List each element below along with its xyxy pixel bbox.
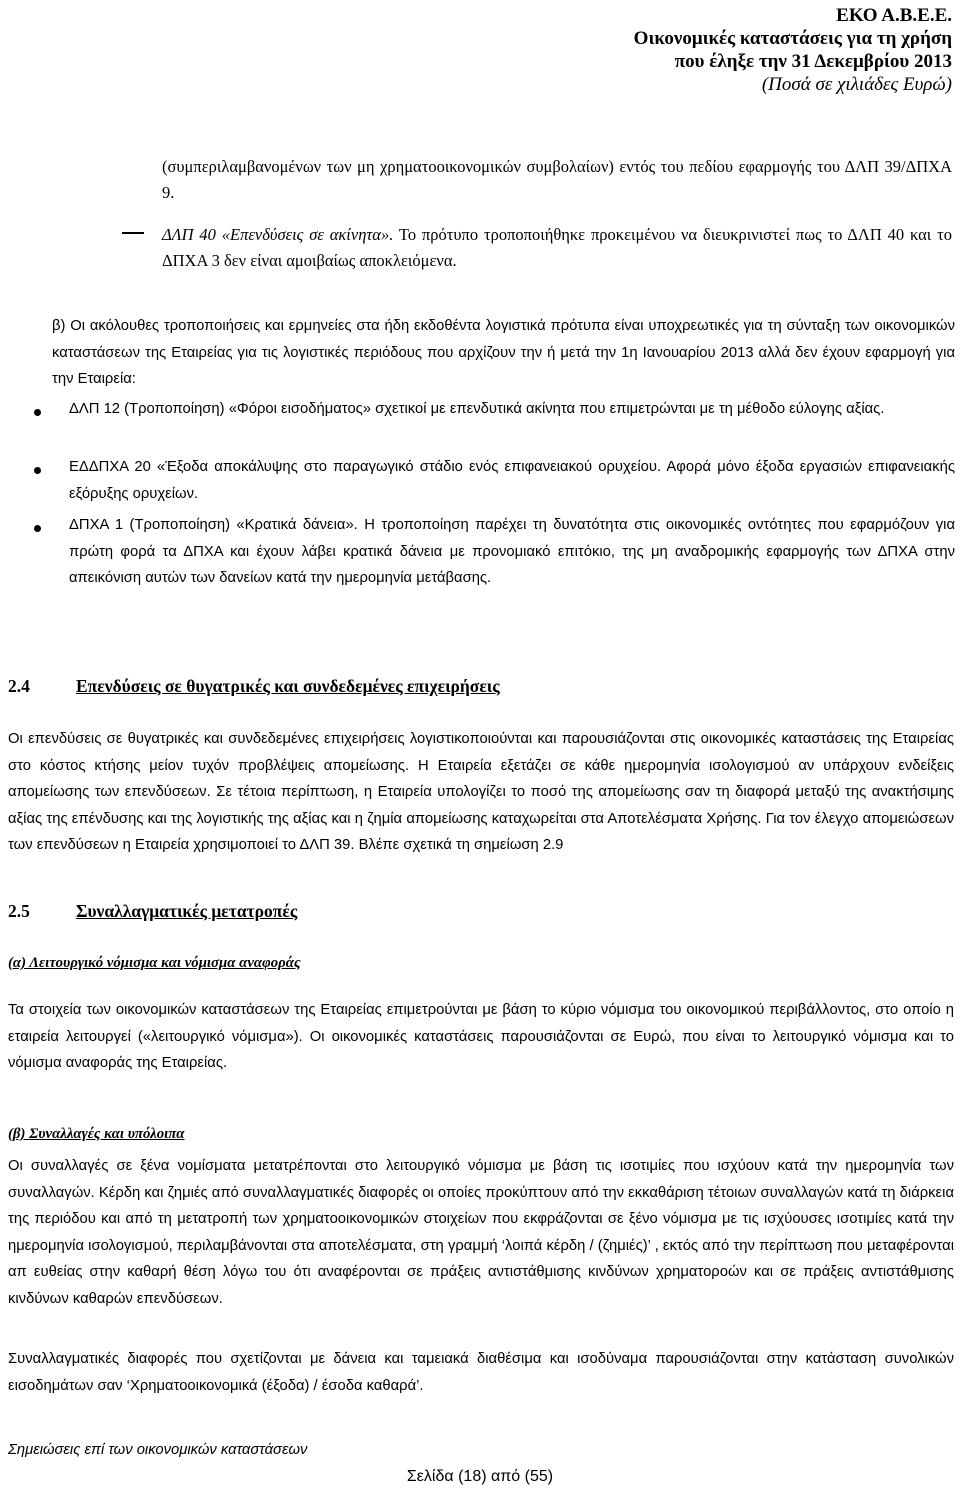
section-title: Επενδύσεις σε θυγατρικές και συνδεδεμένες επιχειρήσεις — [76, 676, 500, 696]
section-title: Συναλλαγματικές μετατροπές — [76, 901, 298, 921]
statements-title: Οικονομικές καταστάσεις για τη χρήση — [633, 28, 952, 49]
bullet-dot — [34, 525, 41, 532]
subsection-title-b: (β) Συναλλαγές και υπόλοιπα — [8, 1126, 185, 1142]
section-2-5c-paragraph: Συναλλαγματικές διαφορές που σχετίζονται με δάνεια και ταμειακά διαθέσιμα και ισοδύναμα παρουσιάζονται στην κατάσταση συνολικών εισοδημάτων σαν ‘Χρηματοοικονομικά (έξοδα) / έσοδα καθαρά’. — [8, 1351, 954, 1394]
bullet-ifrs1: ΔΠΧΑ 1 (Τροποποίηση) «Κρατικά δάνεια». Η τροποποίηση παρέχει τη δυνατότητα στις οικονομικές οντότητες που εφαρμόζουν για πρώτη φορά τα ΔΠΧΑ και έχουν λάβει κρατικά δάνεια με προνομιακό επιτόκιο, της μη αναδρομικής εφαρμογής των ΔΠΧΑ στην απεικόνιση αυτών των δανείων κατά την ημερομηνία μετάβασης. — [69, 517, 955, 586]
continuation-paragraph: (συμπεριλαμβανομένων των μη χρηματοοικονομικών συμβολαίων) εντός του πεδίου εφαρμογής του ΔΛΠ 39/ΔΠΧΑ 9. — [162, 157, 952, 202]
intro-b-paragraph: β) Οι ακόλουθες τροποποιήσεις και ερμηνείες στα ήδη εκδοθέντα λογιστικά πρότυπα είναι υποχρεωτικές για τη σύνταξη των οικονομικών καταστάσεων της Εταιρείας για τις λογιστικές περιόδους που αρχίζουν την ή μετά την 1η Ιανουαρίου 2013 αλλά δεν έχουν εφαρμογή για την Εταιρεία: — [52, 318, 955, 387]
amounts-unit: (Ποσά σε χιλιάδες Ευρώ) — [761, 74, 952, 95]
ias40-text: Το πρότυπο τροποποιήθηκε προκειμένου να διευκρινιστεί πως το ΔΛΠ 40 και το ΔΠΧΑ 3 δεν είναι αμοιβαίως αποκλειόμενα. — [162, 225, 952, 270]
bullet-dot — [34, 409, 41, 416]
statements-period: που έληξε την 31 Δεκεμβρίου 2013 — [674, 51, 952, 72]
section-2-5b-paragraph: Οι συναλλαγές σε ξένα νομίσματα μετατρέπονται στο λειτουργικό νόμισμα με βάση τις ισοτιμίες που ισχύουν κατά την ημερομηνία των συναλλαγών. Κέρδη και ζημιές από συναλλαγματικές διαφορές οι οποίες προκύπτουν από την εκκαθάριση τέτοιων συναλλαγών κατά τη διάρκεια της περιόδου και από τη μετατροπή των χρηματοοικονομικών στοιχείων που εκφράζονται σε ξένο νόμισμα με τις ισχύουσες ισοτιμίες κατά την ημερομηνία ισολογισμού, περιλαμβάνονται στα αποτελέσματα, στη γραμμή ‘λοιπά κέρδη / (ζημιές)’ , εκτός από την περίπτωση που μεταφέρονται απ ευθείας στην καθαρή θέση λόγω του ότι αναφέρονται σε πράξεις αντιστάθμισης κινδύνων χρηματοροών και σε πράξεις αντιστάθμισης κινδύνων καθαρών επενδύσεων. — [8, 1158, 954, 1307]
bullet-dot — [34, 467, 41, 474]
bullet-ias12: ΔΛΠ 12 (Τροποποίηση) «Φόροι εισοδήματος» σχετικοί με επενδυτικά ακίνητα που επιμετρώνται με τη μέθοδο εύλογης αξίας. — [69, 401, 885, 417]
company-name: ΕΚΟ Α.Β.Ε.Ε. — [836, 5, 952, 26]
bullet-ifric20: ΕΔΔΠΧΑ 20 «Έξοδα αποκάλυψης στο παραγωγικό στάδιο ενός επιφανειακού ορυχείου. Αφορά μόνο έξοδα εργασιών επιφανειακής εξόρυξης ορυχείων. — [69, 459, 955, 502]
section-number: 2.5 — [8, 901, 30, 921]
page-header — [634, 4, 952, 96]
subsection-title-a: (α) Λειτουργικό νόμισμα και νόμισμα αναφοράς — [8, 955, 301, 971]
ias40-item — [162, 222, 952, 274]
ias40-label: ΔΛΠ 40 «Επενδύσεις σε ακίνητα». — [162, 225, 394, 244]
section-2-5a-paragraph: Τα στοιχεία των οικονομικών καταστάσεων της Εταιρείας επιμετρούνται με βάση το κύριο νόμισμα του οικονομικού περιβάλλοντος, στο οποίο η εταιρεία λειτουργεί («λειτουργικό νόμισμα»). Οι οικονομικές καταστάσεις παρουσιάζονται σε Ευρώ, που είναι το λειτουργικό νόμισμα και το νόμισμα αναφοράς της Εταιρείας. — [8, 1002, 954, 1071]
footer-notes: Σημειώσεις επί των οικονομικών καταστάσεων — [8, 1442, 308, 1458]
dash-bullet-marker — [122, 232, 144, 234]
section-number: 2.4 — [8, 676, 30, 696]
section-2-4-paragraph: Οι επενδύσεις σε θυγατρικές και συνδεδεμένες επιχειρήσεις λογιστικοποιούνται και παρουσιάζονται στις οικονομικές καταστάσεις της Εταιρείας στο κόστος κτήσης μείον τυχόν προβλέψεις απομείωσης. Η Εταιρεία εξετάζει σε κάθε ημερομηνία ισολογισμού αν υπάρχουν ενδείξεις απομείωσης των επενδύσεων. Σε τέτοια περίπτωση, η Εταιρεία υπολογίζει το ποσό της απομείωσης σαν τη διαφορά μεταξύ της ανακτήσιμης αξίας της επένδυσης και της λογιστικής της αξίας και η ζημία απομείωσης καταχωρείται στα Αποτελέσματα Χρήσης. Για τον έλεγχο απομειώσεων των επενδύσεων η Εταιρεία χρησιμοποιεί το ΔΛΠ 39. Βλέπε σχετικά τη σημείωση 2.9 — [8, 731, 954, 853]
page-number: Σελίδα (18) από (55) — [406, 1468, 554, 1485]
